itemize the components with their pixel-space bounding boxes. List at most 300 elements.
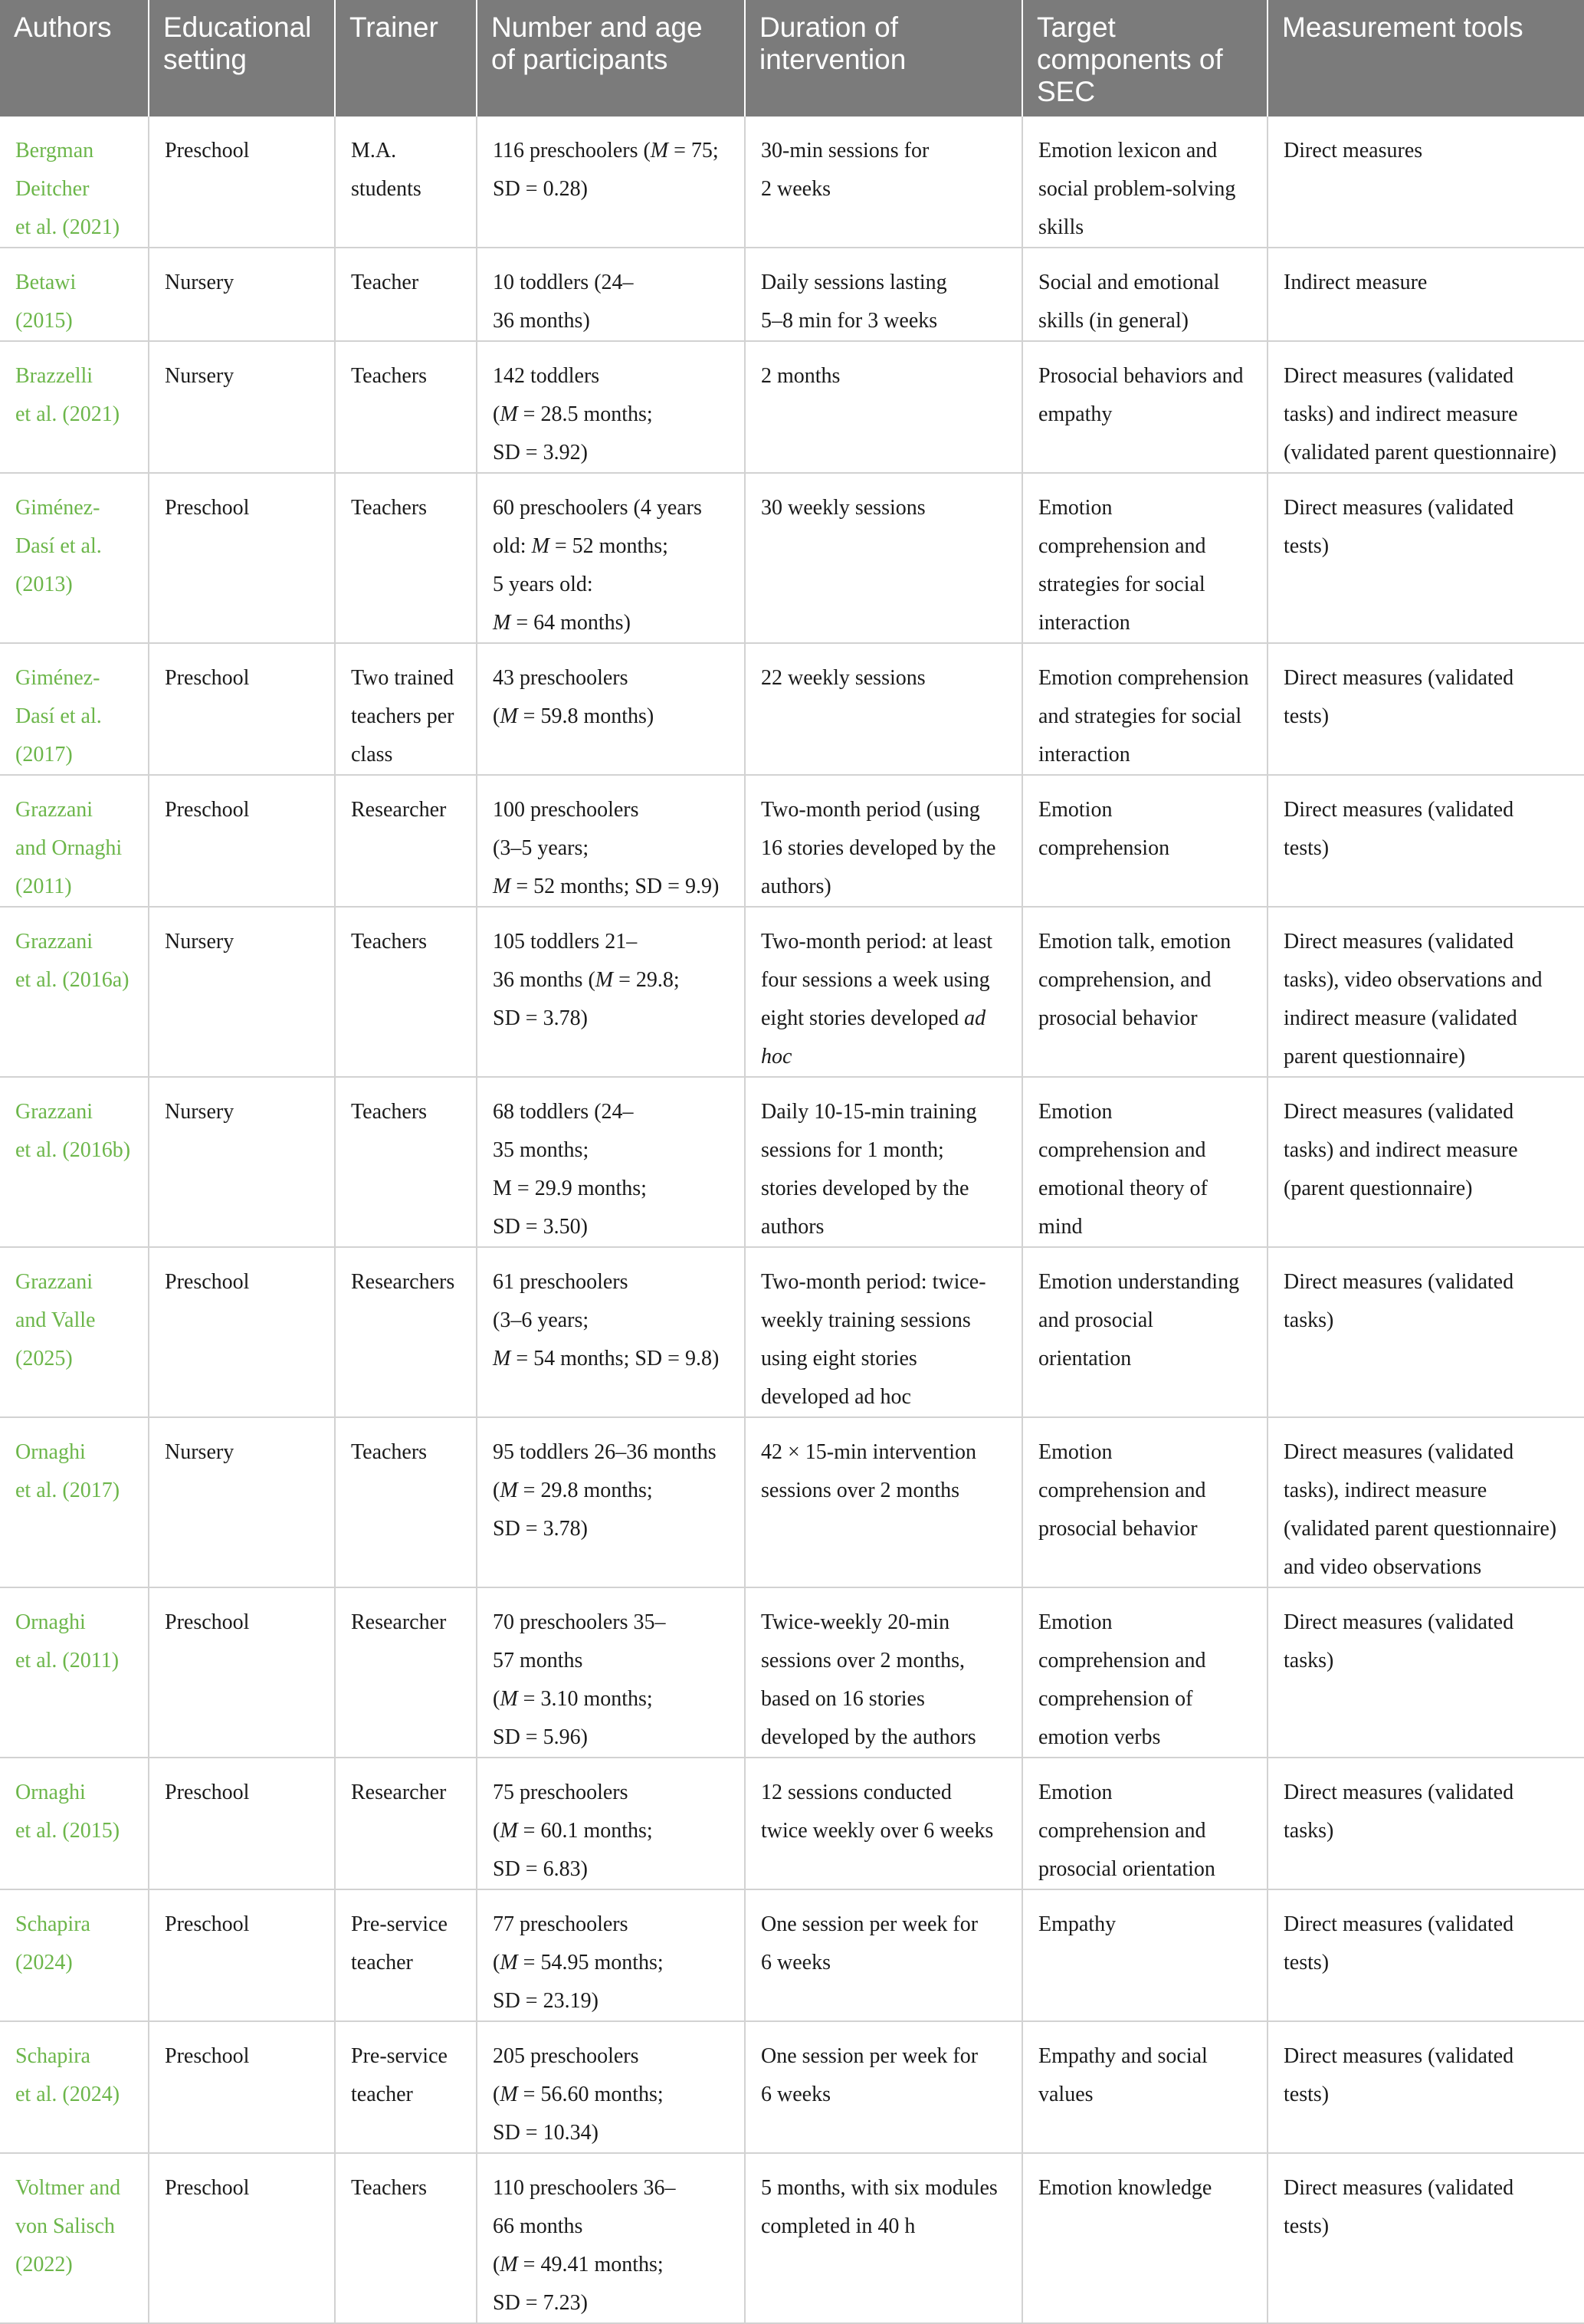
cell-line: M = 52 months; SD = 9.9): [493, 875, 720, 898]
cell-line: 68 toddlers (24–: [493, 1100, 634, 1124]
cell-line: Schapira: [15, 1912, 90, 1936]
cell-target-components: [1022, 1758, 1268, 1889]
cell-trainer: [335, 1889, 477, 2021]
cell-line: 5–8 min for 3 weeks: [761, 309, 938, 333]
cell-line: Teachers: [351, 364, 428, 388]
table-body: [0, 117, 1584, 2323]
cell-line: (parent questionnaire): [1284, 1177, 1473, 1200]
cell-line: 205 preschoolers: [493, 2044, 639, 2068]
cell-line: Brazzelli: [15, 364, 93, 388]
cell-participants: [477, 2021, 745, 2153]
cell-line: prosocial orientation: [1038, 1857, 1215, 1881]
cell-educational-setting: [149, 1758, 335, 1889]
cell-line: (2011): [15, 875, 72, 898]
cell-line: Direct measures (validated: [1284, 2176, 1514, 2200]
cell-line: skills (in general): [1038, 309, 1189, 333]
table-row: [0, 775, 1584, 907]
cell-line: 36 months): [493, 309, 590, 333]
cell-line: Direct measures (validated: [1284, 496, 1514, 520]
cell-authors[interactable]: [0, 1889, 149, 2021]
cell-participants: [477, 1077, 745, 1247]
cell-line: and video observations: [1284, 1555, 1482, 1579]
cell-line: Preschool: [165, 1781, 250, 1804]
cell-line: tests): [1284, 2083, 1330, 2106]
cell-line: Emotion: [1038, 1440, 1113, 1464]
cell-trainer: [335, 248, 477, 341]
cell-line: old: M = 52 months;: [493, 534, 668, 558]
cell-trainer: [335, 1077, 477, 1247]
cell-line: Preschool: [165, 139, 250, 162]
cell-line: Twice-weekly 20-min: [761, 1610, 950, 1634]
cell-line: Educational: [163, 11, 312, 43]
cell-line: (2024): [15, 1951, 73, 1974]
cell-line: hoc: [761, 1045, 792, 1068]
cell-target-components: [1022, 1247, 1268, 1417]
cell-line: Number and age: [491, 11, 703, 43]
cell-measurement-tools: [1268, 643, 1584, 775]
cell-line: Emotion lexicon and: [1038, 139, 1218, 162]
cell-line: Preschool: [165, 2176, 250, 2200]
cell-line: Two-month period (using: [761, 798, 980, 822]
cell-line: Direct measures: [1284, 139, 1423, 162]
cell-authors[interactable]: [0, 1247, 149, 1417]
cell-duration: [745, 1077, 1022, 1247]
cell-line: 57 months: [493, 1649, 583, 1672]
cell-line: setting: [163, 44, 248, 75]
cell-line: Emotion talk, emotion: [1038, 930, 1231, 954]
cell-line: 77 preschoolers: [493, 1912, 628, 1936]
cell-educational-setting: [149, 1587, 335, 1758]
cell-target-components: [1022, 248, 1268, 341]
cell-line: Trainer: [349, 11, 438, 43]
cell-line: Direct measures (validated: [1284, 1610, 1514, 1634]
cell-line: authors): [761, 875, 831, 898]
cell-line: 116 preschoolers (M = 75;: [493, 139, 719, 162]
cell-line: Teachers: [351, 496, 428, 520]
cell-line: et al. (2021): [15, 215, 120, 239]
cell-line: Researcher: [351, 1781, 447, 1804]
cell-target-components: [1022, 1077, 1268, 1247]
cell-line: et al. (2016a): [15, 968, 130, 992]
cell-line: (2017): [15, 743, 73, 766]
cell-line: Giménez-: [15, 666, 100, 690]
cell-measurement-tools: [1268, 2153, 1584, 2323]
cell-line: SD = 0.28): [493, 177, 588, 201]
cell-line: et al. (2015): [15, 1819, 120, 1843]
cell-line: 2 weeks: [761, 177, 831, 201]
cell-measurement-tools: [1268, 248, 1584, 341]
table-row: [0, 1247, 1584, 1417]
cell-line: social problem-solving: [1038, 177, 1236, 201]
cell-educational-setting: [149, 2021, 335, 2153]
cell-participants: [477, 775, 745, 907]
cell-line: (M = 29.8 months;: [493, 1479, 653, 1502]
cell-authors[interactable]: [0, 643, 149, 775]
cell-measurement-tools: [1268, 1417, 1584, 1587]
cell-line: Nursery: [165, 364, 234, 388]
cell-line: SD = 7.23): [493, 2291, 588, 2315]
cell-line: eight stories developed ad: [761, 1006, 986, 1030]
cell-line: Social and emotional: [1038, 271, 1220, 294]
cell-line: of participants: [491, 44, 668, 75]
cell-line: SEC: [1037, 76, 1096, 107]
cell-target-components: [1022, 2021, 1268, 2153]
cell-line: developed ad hoc: [761, 1385, 911, 1409]
column-header-educational-setting: [149, 0, 335, 117]
cell-educational-setting: [149, 341, 335, 473]
cell-trainer: [335, 2153, 477, 2323]
cell-line: 43 preschoolers: [493, 666, 628, 690]
cell-measurement-tools: [1268, 1587, 1584, 1758]
cell-line: von Salisch: [15, 2214, 115, 2238]
cell-line: SD = 3.92): [493, 441, 588, 464]
cell-line: teacher: [351, 1951, 413, 1974]
cell-line: 61 preschoolers: [493, 1270, 628, 1294]
cell-line: Preschool: [165, 1912, 250, 1936]
cell-line: Direct measures (validated: [1284, 666, 1514, 690]
table-header: [0, 0, 1584, 117]
cell-line: Daily sessions lasting: [761, 271, 947, 294]
table-row: [0, 2021, 1584, 2153]
cell-authors[interactable]: [0, 117, 149, 248]
cell-line: Nursery: [165, 930, 234, 954]
cell-line: 30-min sessions for: [761, 139, 930, 162]
cell-participants: [477, 1758, 745, 1889]
cell-duration: [745, 341, 1022, 473]
cell-line: and Ornaghi: [15, 836, 123, 860]
cell-line: Direct measures (validated: [1284, 2044, 1514, 2068]
cell-line: SD = 5.96): [493, 1725, 588, 1749]
table-row: [0, 248, 1584, 341]
table-row: [0, 117, 1584, 248]
cell-target-components: [1022, 473, 1268, 643]
cell-authors[interactable]: [0, 2153, 149, 2323]
cell-target-components: [1022, 341, 1268, 473]
cell-line: 16 stories developed by the: [761, 836, 996, 860]
column-header-duration: [745, 0, 1022, 117]
cell-line: interaction: [1038, 611, 1130, 635]
cell-line: students: [351, 177, 421, 201]
cell-duration: [745, 1889, 1022, 2021]
cell-authors[interactable]: [0, 248, 149, 341]
cell-educational-setting: [149, 117, 335, 248]
cell-measurement-tools: [1268, 1758, 1584, 1889]
cell-line: comprehension and: [1038, 1819, 1206, 1843]
cell-line: Preschool: [165, 666, 250, 690]
cell-line: Grazzani: [15, 1270, 93, 1294]
cell-trainer: [335, 473, 477, 643]
cell-line: Two-month period: at least: [761, 930, 993, 954]
cell-line: 10 toddlers (24–: [493, 271, 634, 294]
cell-line: values: [1038, 2083, 1094, 2106]
cell-line: Betawi: [15, 271, 77, 294]
cell-line: Prosocial behaviors and: [1038, 364, 1244, 388]
cell-line: Grazzani: [15, 1100, 93, 1124]
cell-line: Empathy and social: [1038, 2044, 1208, 2068]
cell-line: SD = 3.50): [493, 1215, 588, 1239]
cell-line: Teachers: [351, 2176, 428, 2200]
cell-line: mind: [1038, 1215, 1083, 1239]
cell-line: Nursery: [165, 1440, 234, 1464]
cell-duration: [745, 1417, 1022, 1587]
cell-line: 35 months;: [493, 1138, 589, 1162]
cell-line: Two trained: [351, 666, 454, 690]
cell-trainer: [335, 2021, 477, 2153]
cell-line: emotion verbs: [1038, 1725, 1161, 1749]
cell-line: Emotion: [1038, 496, 1113, 520]
cell-line: Direct measures (validated: [1284, 1270, 1514, 1294]
cell-line: et al. (2021): [15, 402, 120, 426]
cell-duration: [745, 1247, 1022, 1417]
cell-line: Preschool: [165, 798, 250, 822]
cell-line: M = 54 months; SD = 9.8): [493, 1347, 720, 1370]
cell-line: based on 16 stories: [761, 1687, 925, 1711]
cell-line: (M = 54.95 months;: [493, 1951, 664, 1974]
cell-line: Direct measures (validated: [1284, 930, 1514, 954]
cell-educational-setting: [149, 1077, 335, 1247]
cell-line: Ornaghi: [15, 1781, 86, 1804]
cell-line: four sessions a week using: [761, 968, 990, 992]
cell-line: Teacher: [351, 271, 419, 294]
cell-line: twice weekly over 6 weeks: [761, 1819, 994, 1843]
cell-line: M = 64 months): [493, 611, 631, 635]
cell-line: One session per week for: [761, 2044, 979, 2068]
cell-educational-setting: [149, 1247, 335, 1417]
cell-line: Preschool: [165, 1610, 250, 1634]
cell-line: 110 preschoolers 36–: [493, 2176, 676, 2200]
cell-line: Nursery: [165, 271, 234, 294]
cell-line: (M = 60.1 months;: [493, 1819, 653, 1843]
cell-line: 2 months: [761, 364, 841, 388]
cell-line: Schapira: [15, 2044, 90, 2068]
cell-line: 142 toddlers: [493, 364, 600, 388]
cell-line: Direct measures (validated: [1284, 364, 1514, 388]
cell-participants: [477, 1889, 745, 2021]
cell-line: (2013): [15, 573, 73, 596]
cell-participants: [477, 643, 745, 775]
cell-authors[interactable]: [0, 775, 149, 907]
cell-line: Emotion comprehension: [1038, 666, 1249, 690]
cell-target-components: [1022, 2153, 1268, 2323]
column-header-authors: [0, 0, 149, 117]
cell-line: tests): [1284, 2214, 1330, 2238]
cell-line: (M = 3.10 months;: [493, 1687, 653, 1711]
cell-line: SD = 23.19): [493, 1989, 599, 2013]
cell-authors[interactable]: [0, 1077, 149, 1247]
cell-line: Deitcher: [15, 177, 90, 201]
cell-line: teachers per: [351, 704, 454, 728]
cell-line: (validated parent questionnaire): [1284, 1517, 1557, 1541]
cell-line: class: [351, 743, 393, 766]
cell-line: Nursery: [165, 1100, 234, 1124]
cell-educational-setting: [149, 2153, 335, 2323]
table-row: [0, 341, 1584, 473]
cell-authors[interactable]: [0, 1758, 149, 1889]
cell-authors[interactable]: [0, 2021, 149, 2153]
cell-target-components: [1022, 1587, 1268, 1758]
cell-line: comprehension and: [1038, 1138, 1206, 1162]
cell-line: sessions over 2 months: [761, 1479, 959, 1502]
cell-line: Researchers: [351, 1270, 455, 1294]
cell-line: Bergman: [15, 139, 94, 162]
cell-line: tests): [1284, 704, 1330, 728]
cell-participants: [477, 473, 745, 643]
cell-trainer: [335, 341, 477, 473]
cell-line: Direct measures (validated: [1284, 798, 1514, 822]
cell-line: Direct measures (validated: [1284, 1912, 1514, 1936]
cell-educational-setting: [149, 248, 335, 341]
cell-line: tests): [1284, 836, 1330, 860]
cell-line: Dasí et al.: [15, 534, 102, 558]
cell-duration: [745, 473, 1022, 643]
cell-line: comprehension of: [1038, 1687, 1193, 1711]
cell-line: SD = 6.83): [493, 1857, 588, 1881]
cell-line: tasks) and indirect measure: [1284, 402, 1518, 426]
cell-line: M.A.: [351, 139, 397, 162]
column-header-target-components: [1022, 0, 1268, 117]
cell-target-components: [1022, 1417, 1268, 1587]
cell-line: strategies for social: [1038, 573, 1205, 596]
cell-line: Teachers: [351, 930, 428, 954]
cell-duration: [745, 2021, 1022, 2153]
cell-line: Emotion: [1038, 1610, 1113, 1634]
cell-trainer: [335, 775, 477, 907]
cell-line: emotional theory of: [1038, 1177, 1208, 1200]
cell-line: Teachers: [351, 1440, 428, 1464]
table-row: [0, 1889, 1584, 2021]
cell-line: comprehension and: [1038, 1649, 1206, 1672]
cell-line: (validated parent questionnaire): [1284, 441, 1557, 464]
cell-line: Authors: [14, 11, 112, 43]
cell-line: comprehension: [1038, 836, 1170, 860]
cell-line: tasks) and indirect measure: [1284, 1138, 1518, 1162]
cell-line: (M = 56.60 months;: [493, 2083, 664, 2106]
cell-line: Preschool: [165, 496, 250, 520]
cell-trainer: [335, 643, 477, 775]
cell-line: and prosocial: [1038, 1308, 1154, 1332]
cell-participants: [477, 907, 745, 1077]
cell-duration: [745, 117, 1022, 248]
cell-line: (3–6 years;: [493, 1308, 589, 1332]
cell-line: tasks), indirect measure: [1284, 1479, 1487, 1502]
cell-measurement-tools: [1268, 117, 1584, 248]
cell-line: Direct measures (validated: [1284, 1781, 1514, 1804]
cell-line: stories developed by the: [761, 1177, 969, 1200]
cell-line: SD = 10.34): [493, 2121, 599, 2145]
cell-line: 42 × 15-min intervention: [761, 1440, 976, 1464]
cell-line: Daily 10-15-min training: [761, 1100, 977, 1124]
cell-line: (M = 59.8 months): [493, 704, 654, 728]
cell-target-components: [1022, 643, 1268, 775]
cell-line: Dasí et al.: [15, 704, 102, 728]
cell-line: (2025): [15, 1347, 73, 1370]
cell-line: Grazzani: [15, 930, 93, 954]
cell-line: sessions over 2 months,: [761, 1649, 965, 1672]
cell-line: Direct measures (validated: [1284, 1440, 1514, 1464]
cell-line: comprehension and: [1038, 534, 1206, 558]
cell-authors[interactable]: [0, 1417, 149, 1587]
cell-line: 75 preschoolers: [493, 1781, 628, 1804]
cell-authors[interactable]: [0, 1587, 149, 1758]
cell-line: Indirect measure: [1284, 271, 1428, 294]
cell-authors[interactable]: [0, 473, 149, 643]
cell-line: prosocial behavior: [1038, 1517, 1198, 1541]
cell-line: prosocial behavior: [1038, 1006, 1198, 1030]
cell-measurement-tools: [1268, 775, 1584, 907]
cell-line: intervention: [759, 44, 907, 75]
cell-line: M = 29.9 months;: [493, 1177, 647, 1200]
cell-line: empathy: [1038, 402, 1113, 426]
cell-line: 60 preschoolers (4 years: [493, 496, 702, 520]
cell-line: SD = 3.78): [493, 1517, 588, 1541]
cell-line: and Valle: [15, 1308, 96, 1332]
cell-line: Emotion: [1038, 1781, 1113, 1804]
cell-line: 6 weeks: [761, 1951, 831, 1974]
cell-authors[interactable]: [0, 907, 149, 1077]
cell-participants: [477, 248, 745, 341]
cell-target-components: [1022, 775, 1268, 907]
column-header-trainer: [335, 0, 477, 117]
cell-line: developed by the authors: [761, 1725, 976, 1749]
cell-line: 66 months: [493, 2214, 583, 2238]
cell-participants: [477, 1247, 745, 1417]
cell-participants: [477, 1417, 745, 1587]
column-header-measurement-tools: [1268, 0, 1584, 117]
cell-duration: [745, 775, 1022, 907]
cell-line: (3–5 years;: [493, 836, 589, 860]
cell-authors[interactable]: [0, 341, 149, 473]
cell-line: Researcher: [351, 798, 447, 822]
column-header-participants: [477, 0, 745, 117]
cell-line: Ornaghi: [15, 1440, 86, 1464]
cell-trainer: [335, 907, 477, 1077]
cell-line: and strategies for social: [1038, 704, 1242, 728]
cell-target-components: [1022, 907, 1268, 1077]
table-row: [0, 1077, 1584, 1247]
cell-duration: [745, 643, 1022, 775]
cell-trainer: [335, 1587, 477, 1758]
cell-line: Empathy: [1038, 1912, 1117, 1936]
cell-line: (M = 49.41 months;: [493, 2253, 664, 2276]
cell-trainer: [335, 1247, 477, 1417]
cell-line: 6 weeks: [761, 2083, 831, 2106]
cell-line: tasks), video observations and: [1284, 968, 1543, 992]
cell-line: et al. (2017): [15, 1479, 120, 1502]
cell-line: 5 months, with six modules: [761, 2176, 998, 2200]
cell-line: 100 preschoolers: [493, 798, 639, 822]
cell-measurement-tools: [1268, 1889, 1584, 2021]
cell-line: 105 toddlers 21–: [493, 930, 638, 954]
cell-line: SD = 3.78): [493, 1006, 588, 1030]
cell-line: 36 months (M = 29.8;: [493, 968, 680, 992]
cell-line: 5 years old:: [493, 573, 593, 596]
cell-line: completed in 40 h: [761, 2214, 916, 2238]
cell-line: Preschool: [165, 2044, 250, 2068]
cell-line: Giménez-: [15, 496, 100, 520]
cell-duration: [745, 1587, 1022, 1758]
cell-line: Duration of: [759, 11, 898, 43]
cell-target-components: [1022, 117, 1268, 248]
cell-line: (2015): [15, 309, 73, 333]
cell-trainer: [335, 117, 477, 248]
cell-duration: [745, 248, 1022, 341]
table-row: [0, 1417, 1584, 1587]
table-row: [0, 2153, 1584, 2323]
cell-line: et al. (2011): [15, 1649, 120, 1672]
cell-educational-setting: [149, 473, 335, 643]
cell-line: (M = 28.5 months;: [493, 402, 653, 426]
cell-educational-setting: [149, 643, 335, 775]
